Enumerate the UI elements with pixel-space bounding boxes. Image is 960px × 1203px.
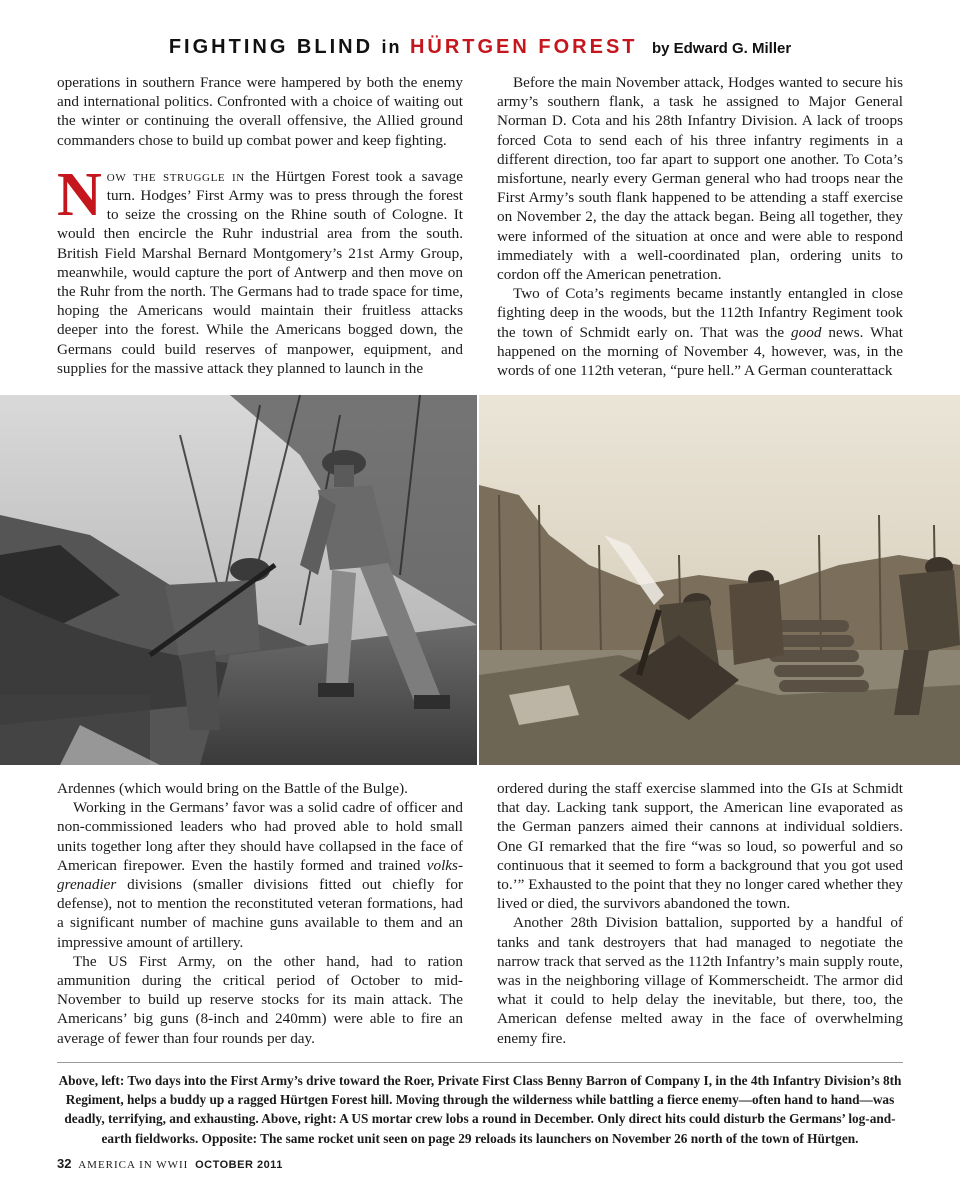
- photo-soldiers-climbing-hill: [0, 395, 477, 765]
- paragraph-text: divisions (smaller divisions fitted out chiefly for defense), not to mention the reconstituted veteran formations, had a significant number of machine guns available to them and an impressive amount of artillery.: [57, 876, 463, 951]
- caption-divider: [57, 1062, 903, 1063]
- page-number: 32: [57, 1156, 72, 1171]
- photo-caption: Above, left: Two days into the First Army’s drive toward the Roer, Private First Class Benny Barron of Company I, in the 4th Infantry Division’s 8th Regiment, helps a buddy up a ragged Hürtgen Forest hill. Moving through the wilderness while battling a fierce enemy—often hand to hand—was deadly, terrifying, and exhausting. Above, right: A US mortar crew lobs a round in December. Only direct hits could disturb the Germans’ log-and-earth fieldworks. Opposite: The same rocket unit seen on page 29 reloads its launchers on November 26 north of the town of Hürtgen.: [58, 1073, 902, 1146]
- paragraph: [57, 798, 463, 952]
- emphasis-text: good: [791, 323, 822, 341]
- paragraph: operations in southern France were hampered by both the enemy and international politics. Confronted with a choice of waiting out the winter or continuing the overall offensive, the Allied ground commanders chose to build up combat power and keep fighting.: [57, 74, 463, 149]
- lead-in-smallcaps: ow the struggle in: [106, 167, 245, 185]
- issue-date: OCTOBER 2011: [195, 1159, 283, 1171]
- paragraph: ordered during the staff exercise slammed into the GIs at Schmidt that day. Lacking tank support, the American line evaporated as the German panzers aimed their cannons at individual soldiers. One GI remarked that the fire “was so loud, so powerful and so continuous that it seemed to form a background that you got used to.’” Exhausted to the point that they no longer cared whether they lived or died, the survivors abandoned the town.: [497, 780, 903, 913]
- paragraph-text: Working in the Germans’ favor was a solid cadre of officer and non-commissioned leaders who had proved able to hold small units together long after they should have collapsed in the face of American firepower. Even the hastily formed and trained: [57, 799, 463, 874]
- article-header: [0, 36, 960, 59]
- drop-cap: N: [57, 160, 102, 229]
- paragraph-text: news. What happened on the morning of November 4, however, was, in the words of one 112th veteran, “pure hell.” A German counterattack: [497, 323, 903, 380]
- magazine-name: AMERICA IN WWII: [78, 1159, 189, 1171]
- column-top-left: [57, 73, 463, 378]
- title-hurtgen-forest: HÜRTGEN FOREST: [409, 36, 638, 58]
- column-top-right: [497, 73, 903, 380]
- paragraph: The US First Army, on the other hand, had to ration ammunition during the critical period of October to mid-November to build up reserve stocks for its main attack. The Americans’ big guns (8-inch and 240mm) were able to fire an average of fewer than four rounds per day.: [57, 952, 463, 1047]
- paragraph-text: Two of Cota’s regiments became instantly entangled in close fighting deep in the woods, but the 112th Infantry Regiment took the town of Schmidt early on. That was the: [497, 285, 903, 341]
- column-bottom-right: [497, 779, 903, 1048]
- page-footer: [57, 1156, 283, 1171]
- emphasis-text: volks-grenadier: [57, 856, 463, 894]
- title-in: in: [381, 37, 402, 57]
- paragraph: Ardennes (which would bring on the Battle of the Bulge).: [57, 780, 408, 797]
- byline: by Edward G. Miller: [651, 40, 792, 57]
- paragraph: Before the main November attack, Hodges wanted to secure his army’s southern flank, a task he assigned to Major General Norman D. Cota and his 28th Infantry Division. A lack of troops forced Cota to send each of his three infantry regiments in a different direction, too far apart to support one another. To Cota’s misfortune, nearly every German general who had troops near the First Army’s south flank happened to be attending a staff exercise on November 2, the day the attack began. Being all together, they were informed of the situation at once and were able to respond immediately with a well-coordinated plan, ordering units to cordon off the American penetration.: [497, 74, 903, 284]
- photo-mortar-crew: [479, 395, 960, 765]
- paragraph-text: the Hürtgen Forest took a savage turn. Hodges’ First Army was to press through the forest to seize the crossing on the Rhine south of Cologne. It would then encircle the Ruhr industrial area from the south. British Field Marshal Bernard Montgomery’s 21st Army Group, meanwhile, would capture the port of Antwerp and then move on the Ruhr from the north. The Germans had to trade space for time, hoping the Americans would maintain their fruitless attacks deeper into the forest. While the Americans bogged down, the Germans could build reserves of manpower, equipment, and supplies for the massive attack they planned to launch in the: [57, 167, 463, 377]
- paragraph-dropcap: [57, 160, 463, 378]
- paragraph: [497, 284, 903, 380]
- paragraph: Another 28th Division battalion, supported by a handful of tanks and tank destroyers that had managed to negotiate the narrow track that served as the 112th Infantry’s main supply route, was in the neighboring village of Kommerscheidt. The armor did what it could to help delay the inevitable, but there, too, the American defense melted away in the face of overwhelming enemy fire.: [497, 914, 903, 1047]
- title-fighting-blind: FIGHTING BLIND: [168, 36, 374, 58]
- column-bottom-left: [57, 779, 463, 1048]
